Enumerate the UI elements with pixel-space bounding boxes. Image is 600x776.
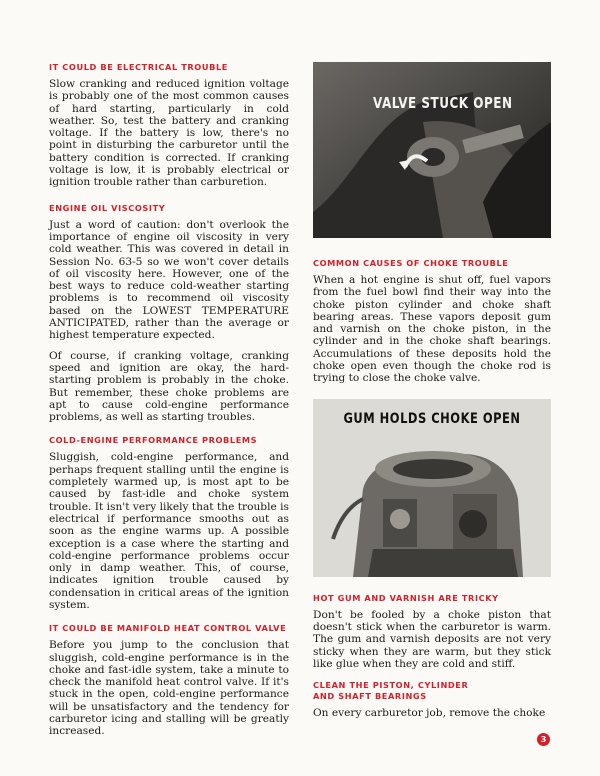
paragraph-cold-engine-performance: Sluggish, cold-engine performance, and perhaps frequent stalling until the engine is completely warmed up, is most apt to be caused by fast-idle and choke system trouble. It isn't very likely that the trouble is electrical if performance smooths out as soon as the engine warms up. A possible exception is a case where the starting and cold-engine performance problems occur only in damp weather. This, of course, indicates ignition trouble caused by condensation in critical areas of the ignition system. — [49, 451, 289, 611]
heading-manifold-heat-valve: IT COULD BE MANIFOLD HEAT CONTROL VALVE — [49, 623, 287, 634]
heading-oil-viscosity: ENGINE OIL VISCOSITY — [49, 202, 166, 213]
paragraph-choke-intro: Of course, if cranking voltage, cranking speed and ignition are okay, the hard-starting problem is probably in the choke. But remember, these choke problems are apt to cause cold-engine performance problems, as well as starting troubles. — [49, 349, 289, 424]
paragraph-electrical-trouble: Slow cranking and reduced ignition voltage is probably one of the most common causes of hard starting, particularly in cold weather. So, test the battery and cranking voltage. If the battery is low, there's no point in disturbing the carburetor until the battery condition is corrected. If cranking voltage is low, it is probably electrical or ignition trouble rather than carburetion. — [49, 78, 289, 189]
right-column — [313, 62, 551, 727]
paragraph-hot-gum-varnish: Don't be fooled by a choke piston that doesn't stick when the carburetor is warm. The gum and varnish deposits are not very sticky when they are warm, but they stick like glue when they are cold and stiff. — [313, 608, 551, 670]
photo-valve-stuck-open — [313, 62, 551, 238]
heading-choke-trouble-causes: COMMON CAUSES OF CHOKE TROUBLE — [313, 258, 509, 268]
paragraph-choke-trouble-causes: When a hot engine is shut off, fuel vapors from the fuel bowl find their way into the choke piston cylinder and choke shaft bearing areas. These vapors deposit gum and varnish on the choke piston, in the cylinder and in the choke shaft bearings. Accumulations of these deposits hold the choke open even though the choke rod is trying to close the choke valve. — [313, 274, 551, 385]
heading-cold-engine-performance: COLD-ENGINE PERFORMANCE PROBLEMS — [49, 435, 258, 446]
heading-clean-piston: CLEAN THE PISTON, CYLINDER AND SHAFT BEARINGS — [313, 680, 469, 702]
paragraph-clean-piston: On every carburetor job, remove the choke — [313, 707, 546, 720]
photo-gum-holds-choke — [313, 399, 551, 577]
heading-electrical-trouble: IT COULD BE ELECTRICAL TROUBLE — [49, 62, 228, 72]
left-column — [49, 62, 289, 746]
photo-caption-valve: VALVE STUCK OPEN — [373, 94, 513, 112]
engine-valve-illustration — [313, 62, 551, 238]
heading-hot-gum-varnish: HOT GUM AND VARNISH ARE TRICKY — [313, 592, 499, 603]
paragraph-manifold-heat-valve: Before you jump to the conclusion that sluggish, cold-engine performance is in the choke and fast-idle system, take a minute to check the manifold heat control valve. If it's stuck in the open, cold-engine performance will be unsatisfactory and the tendency for carburetor icing and stalling will be greatly increased. — [49, 639, 289, 738]
photo-caption-gum: GUM HOLDS CHOKE OPEN — [343, 409, 521, 427]
page-number-badge: 3 — [537, 733, 550, 746]
paragraph-oil-viscosity: Just a word of caution: don't overlook the importance of engine oil viscosity in very cold weather. This was covered in detail in Session No. 63-5 so we won't cover details of oil viscosity here. However, one of the best ways to reduce cold-weather starting problems is to recommend oil viscosity based on the LOWEST TEMPERATURE ANTICIPATED, rather than the average or highest temperature expected. — [49, 218, 289, 342]
